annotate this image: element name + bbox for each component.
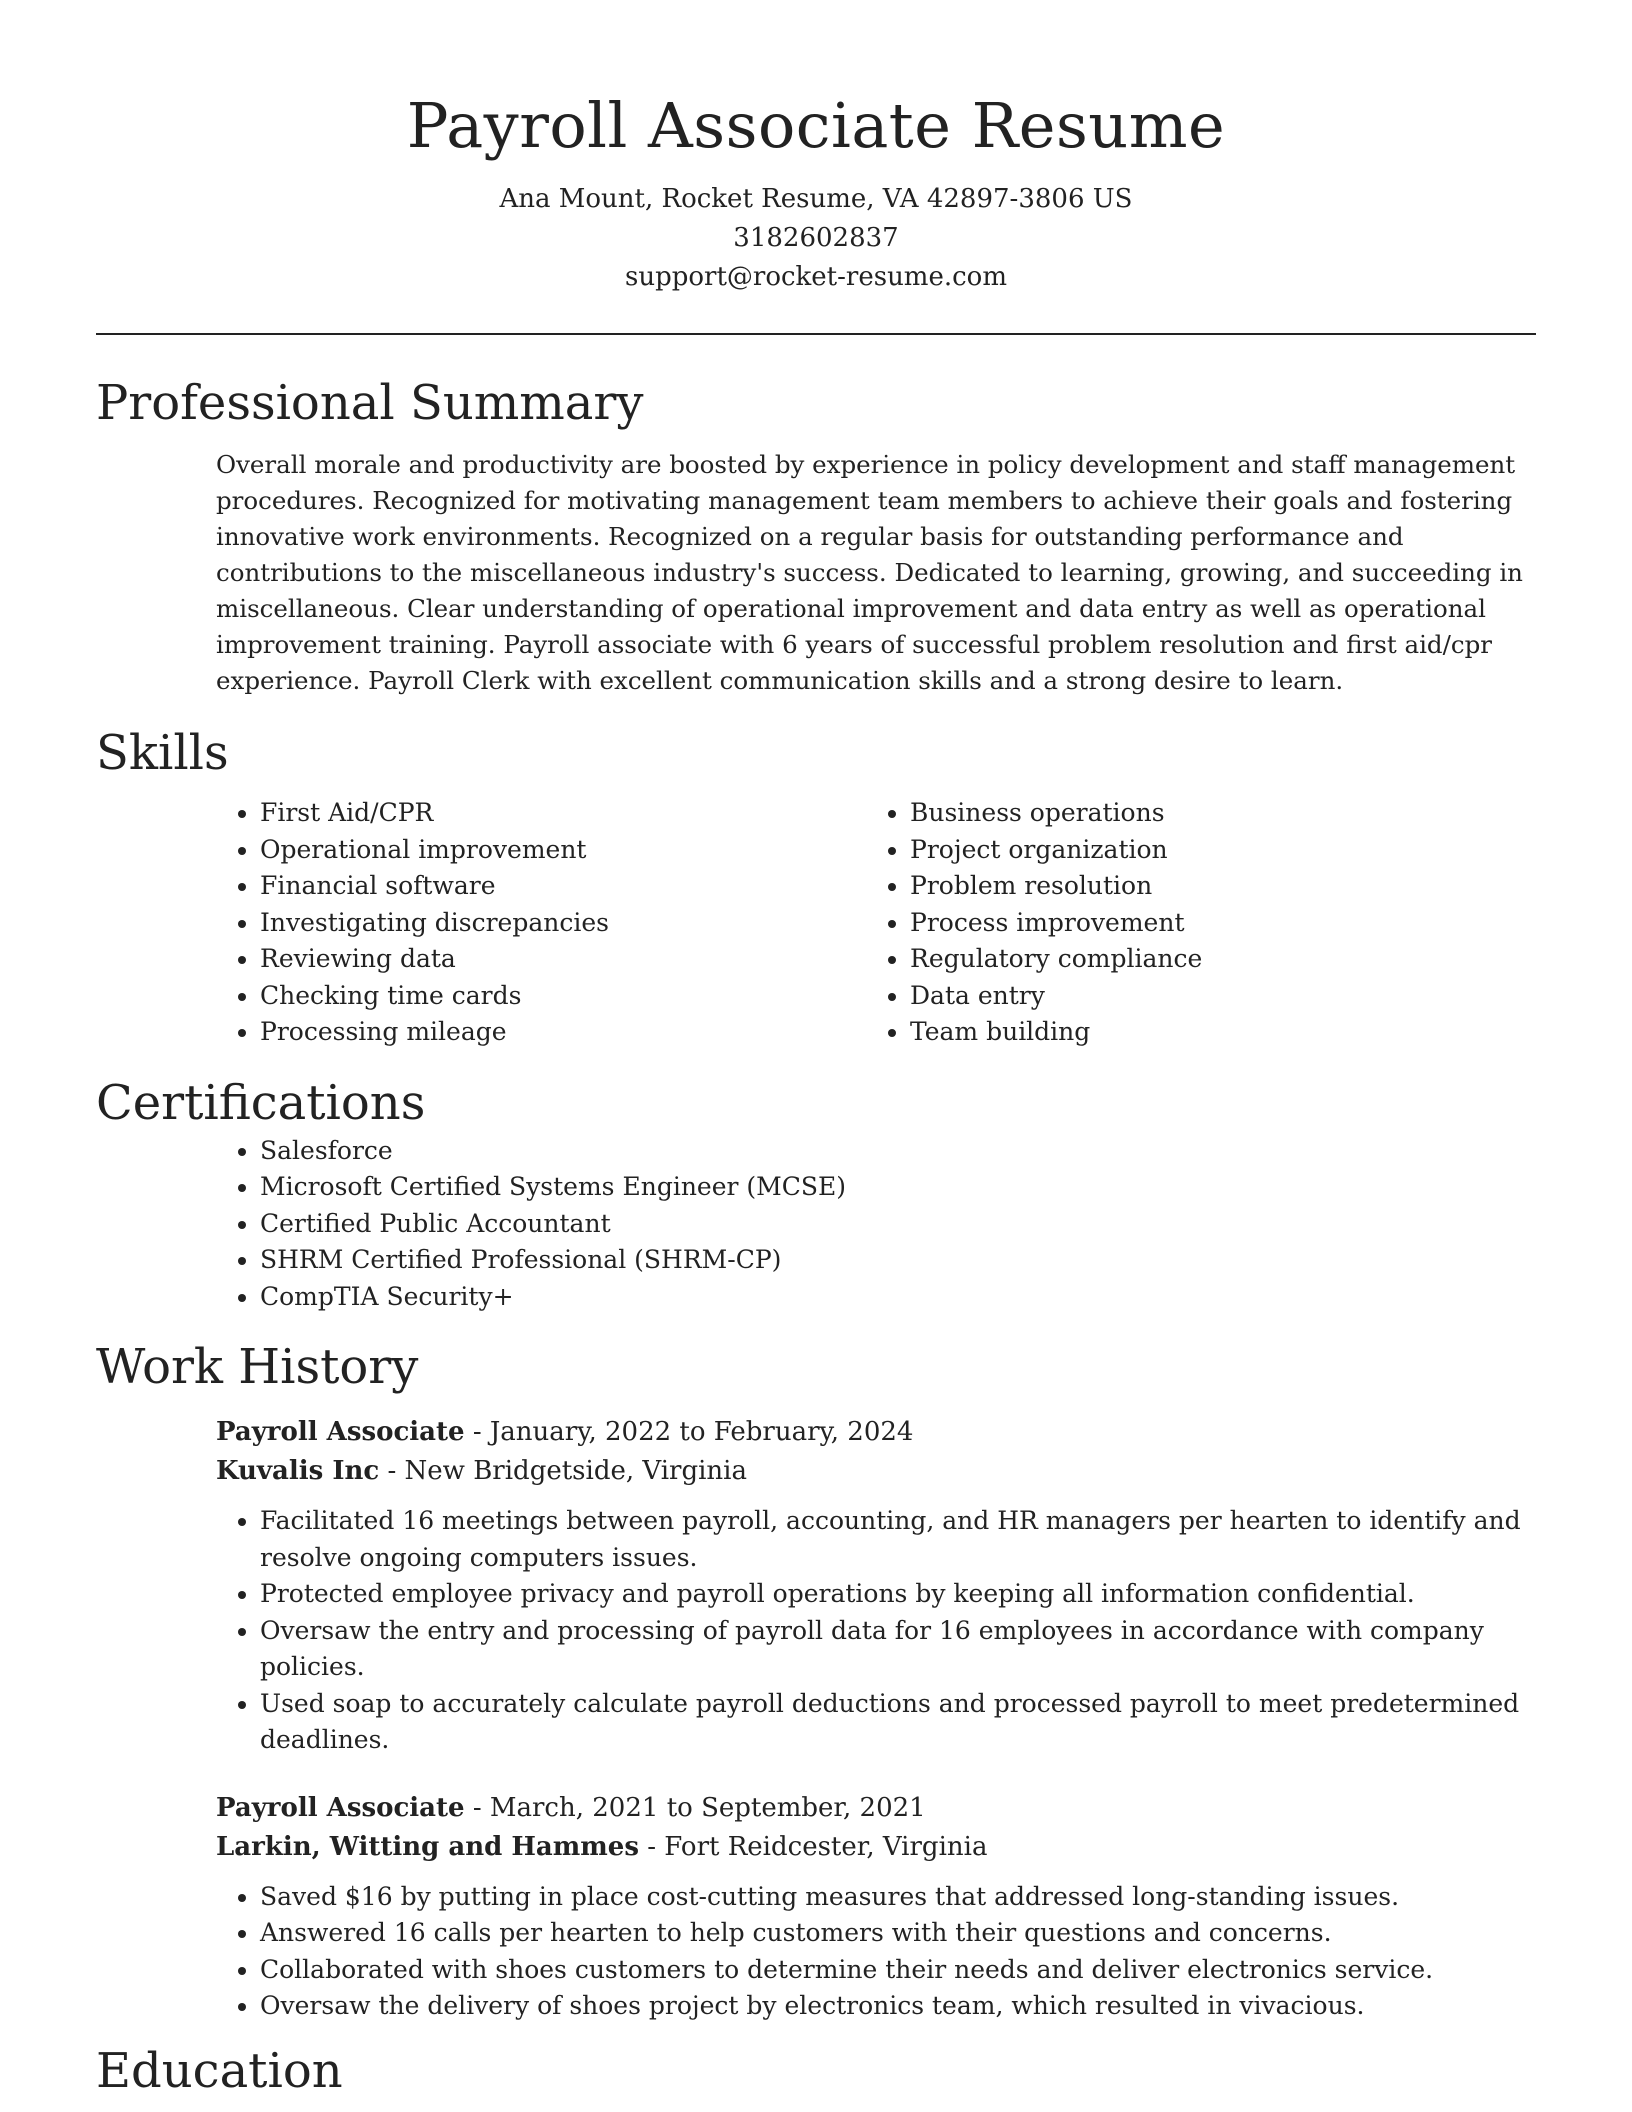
- job-duty: • Oversaw the entry and processing of payroll data for 16 employees in accordance with company policies.: [260, 1613, 1536, 1686]
- contact-block: [96, 180, 1536, 297]
- job-company: Kuvalis Inc: [216, 1456, 380, 1486]
- header-divider: [96, 333, 1536, 335]
- job-entry: [216, 1413, 1536, 1759]
- job-company-line: [216, 1828, 1536, 1867]
- job-duty: • Used soap to accurately calculate payroll deductions and processed payroll to meet predetermined deadlines.: [260, 1686, 1536, 1759]
- resume-title: Payroll Associate Resume: [406, 89, 1226, 162]
- skill-item: • Reviewing data: [260, 941, 746, 978]
- job-dates: - March, 2021 to September, 2021: [464, 1792, 926, 1823]
- job-duty: • Answered 16 calls per hearten to help customers with their questions and concerns.: [260, 1915, 1536, 1952]
- skill-item: • Investigating discrepancies: [260, 905, 746, 942]
- skill-item: • Financial software: [260, 868, 746, 905]
- job-duty: • Saved $16 by putting in place cost-cutting measures that addressed long-standing issues.: [260, 1879, 1536, 1916]
- skill-item: • Processing mileage: [260, 1014, 746, 1051]
- skill-item: • Team building: [910, 1014, 1536, 1051]
- skill-item: • Business operations: [910, 795, 1536, 832]
- job-duties-list: [216, 1879, 1536, 2025]
- certifications-list: [96, 1133, 1536, 1316]
- job-entry: [216, 1789, 1536, 2025]
- job-role: Payroll Associate: [216, 1417, 465, 1447]
- job-duty: • Oversaw the delivery of shoes project by electronics team, which resulted in vivacious.: [260, 1988, 1536, 2025]
- contact-phone: 3182602837: [733, 223, 899, 253]
- resume-page: [96, 0, 1536, 2101]
- skill-item: • Process improvement: [910, 905, 1536, 942]
- skills-list: [96, 795, 1536, 1051]
- job-role-line: [216, 1413, 1536, 1452]
- job-duty: • Collaborated with shoes customers to determine their needs and deliver electronics service.: [260, 1952, 1536, 1989]
- skill-item: • Project organization: [910, 832, 1536, 869]
- skill-item: • Operational improvement: [260, 832, 746, 869]
- job-dates: - January, 2022 to February, 2024: [464, 1417, 914, 1447]
- work-history-heading: Work History: [96, 1339, 419, 1395]
- job-location: - New Bridgetside, Virginia: [379, 1456, 747, 1486]
- contact-email: support@rocket-resume.com: [624, 262, 1007, 292]
- education-heading: Education: [96, 2042, 343, 2099]
- skills-heading: Skills: [96, 725, 229, 781]
- certification-item: • CompTIA Security+: [260, 1279, 1536, 1316]
- summary-heading: Professional Summary: [96, 375, 644, 431]
- job-location: - Fort Reidcester, Virginia: [638, 1831, 988, 1862]
- certification-item: • Salesforce: [260, 1133, 1536, 1170]
- job-duty: • Facilitated 16 meetings between payroll, accounting, and HR managers per hearten to identify and resolve ongoing computers issues.: [260, 1503, 1536, 1576]
- job-company: Larkin, Witting and Hammes: [216, 1831, 639, 1862]
- job-duties-list: [216, 1503, 1536, 1759]
- skills-column-right: [746, 795, 1536, 1051]
- skill-item: • Checking time cards: [260, 978, 746, 1015]
- skills-column-left: [96, 795, 746, 1051]
- certification-item: • Microsoft Certified Systems Engineer (MCSE): [260, 1169, 1536, 1206]
- job-role: Payroll Associate: [216, 1792, 465, 1823]
- contact-address: Ana Mount, Rocket Resume, VA 42897-3806 US: [499, 184, 1133, 214]
- certifications-heading: Certifications: [96, 1074, 426, 1131]
- job-duty: • Protected employee privacy and payroll operations by keeping all information confidential.: [260, 1576, 1536, 1613]
- job-company-line: [216, 1452, 1536, 1491]
- skill-item: • Data entry: [910, 978, 1536, 1015]
- summary-text: Overall morale and productivity are boosted by experience in policy development and staff management procedures. Recognized for motivating management team members to achieve their goals and fostering innovative work environments. Recognized on a regular basis for outstanding performance and contributions to the miscellaneous industry's success. Dedicated to learning, growing, and succeeding in miscellaneous. Clear understanding of operational improvement and data entry as well as operational improvement training. Payroll associate with 6 years of successful problem resolution and first aid/cpr experience. Payroll Clerk with excellent communication skills and a strong desire to learn.: [216, 450, 1523, 695]
- certification-item: • Certified Public Accountant: [260, 1206, 1536, 1243]
- job-role-line: [216, 1789, 1536, 1828]
- skill-item: • First Aid/CPR: [260, 795, 746, 832]
- skill-item: • Problem resolution: [910, 868, 1536, 905]
- certification-item: • SHRM Certified Professional (SHRM-CP): [260, 1242, 1536, 1279]
- skill-item: • Regulatory compliance: [910, 941, 1536, 978]
